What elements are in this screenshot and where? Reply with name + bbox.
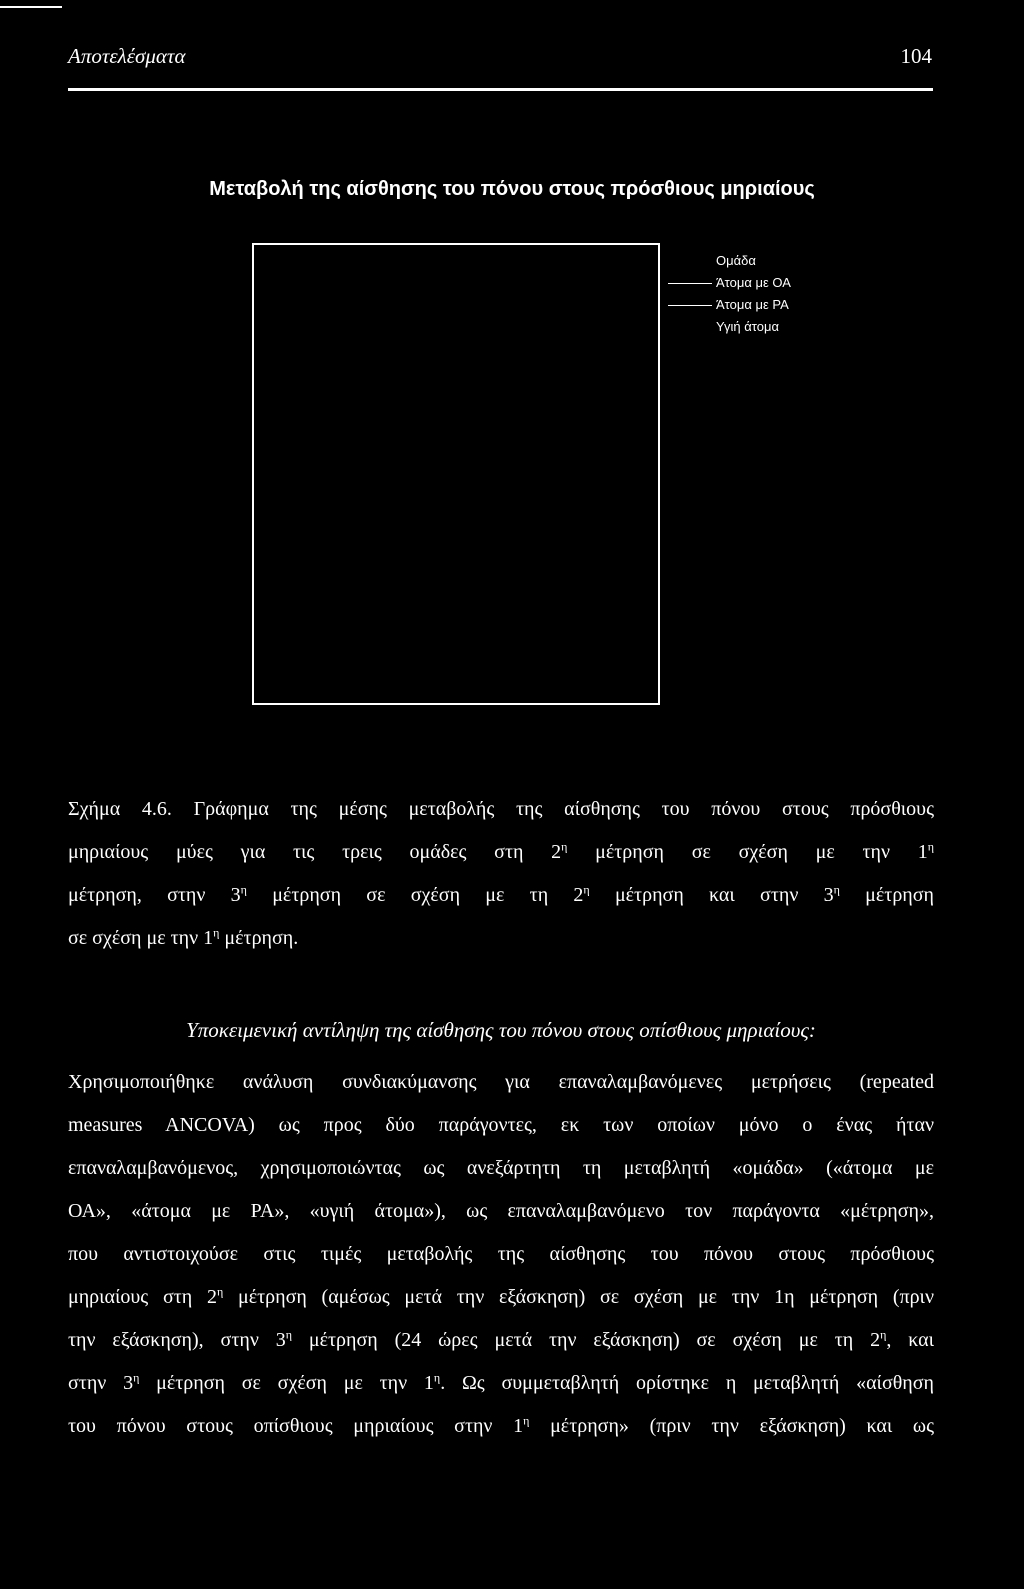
body-line-9: του πόνου στους οπίσθιους μηριαίους στην $1^\eta$ μέτρηση» (πριν την εξάσκηση) και ως (68, 1413, 934, 1437)
legend-line-ra (668, 305, 712, 306)
legend-item-healthy (668, 316, 791, 338)
caption-line-3: μέτρηση, στην $3^\eta$ μέτρηση σε σχέση με τη $2^\eta$ μέτρηση και στην $3^\eta$ μέτρηση (68, 882, 934, 906)
body-line-6: μηριαίους στη $2^\eta$ μέτρηση (αμέσως μετά την εξάσκηση) σε σχέση με την 1η μέτρηση (πριν (68, 1284, 934, 1308)
header-rule (68, 88, 933, 91)
body-line-7: την εξάσκηση), στην $3^\eta$ μέτρηση (24 ώρες μετά την εξάσκηση) σε σχέση με τη $2^\eta$, και (68, 1327, 935, 1351)
chart-legend (668, 250, 791, 338)
top-rule (0, 6, 62, 8)
body-paragraph (68, 1061, 934, 1448)
figure-caption (68, 788, 934, 960)
legend-item-oa (668, 272, 791, 294)
caption-line-1: Σχήμα 4.6. Γράφημα της μέσης μεταβολής της αίσθησης του πόνου στους πρόσθιους (68, 798, 934, 820)
running-header-section: Αποτελέσματα (68, 44, 186, 68)
body-line-3: επαναλαμβανόμενος, χρησιμοποιώντας ως ανεξάρτητη τη μεταβλητή «ομάδα» («άτομα με (68, 1157, 934, 1179)
legend-label-ra: Άτομα με ΡΑ (716, 297, 789, 312)
chart-title: Μεταβολή της αίσθησης του πόνου στους πρόσθιους μηριαίους (209, 178, 815, 200)
body-line-5: που αντιστοιχούσε στις τιμές μεταβολής της αίσθησης του πόνου στους πρόσθιους (68, 1243, 934, 1265)
body-line-8: στην $3^\eta$ μέτρηση σε σχέση με την $1^\eta$. Ως συμμεταβλητή ορίστηκε η μεταβλητή «αίσθηση (68, 1370, 934, 1394)
legend-title: Ομάδα (716, 253, 756, 268)
caption-line-4: σε σχέση με την $1^\eta$ μέτρηση. (68, 925, 299, 949)
legend-item-ra (668, 294, 791, 316)
body-line-1: Χρησιμοποιήθηκε ανάλυση συνδιακύμανσης για επαναλαμβανόμενες μετρήσεις (repeated (68, 1071, 934, 1093)
legend-label-oa: Άτομα με ΟΑ (716, 275, 791, 290)
caption-line-2: μηριαίους μύες για τις τρεις ομάδες στη $2^\eta$ μέτρηση σε σχέση με την $1^\eta$ (68, 839, 934, 863)
body-line-2: measures ANCOVA) ως προς δύο παράγοντες, εκ των οποίων μόνο ο ένας ήταν (68, 1114, 934, 1136)
chart-svg (254, 245, 658, 703)
chart-plot-area (252, 243, 660, 705)
legend-line-oa (668, 283, 712, 284)
body-line-4: ΟΑ», «άτομα με ΡΑ», «υγιή άτομα»), ως επαναλαμβανόμενο τον παράγοντα «μέτρηση», (68, 1200, 934, 1222)
section-heading: Υποκειμενική αντίληψη της αίσθησης του πόνου στους οπίσθιους μηριαίους: (186, 1018, 816, 1042)
page-number: 104 (900, 44, 932, 68)
legend-label-healthy: Υγιή άτομα (716, 319, 779, 334)
